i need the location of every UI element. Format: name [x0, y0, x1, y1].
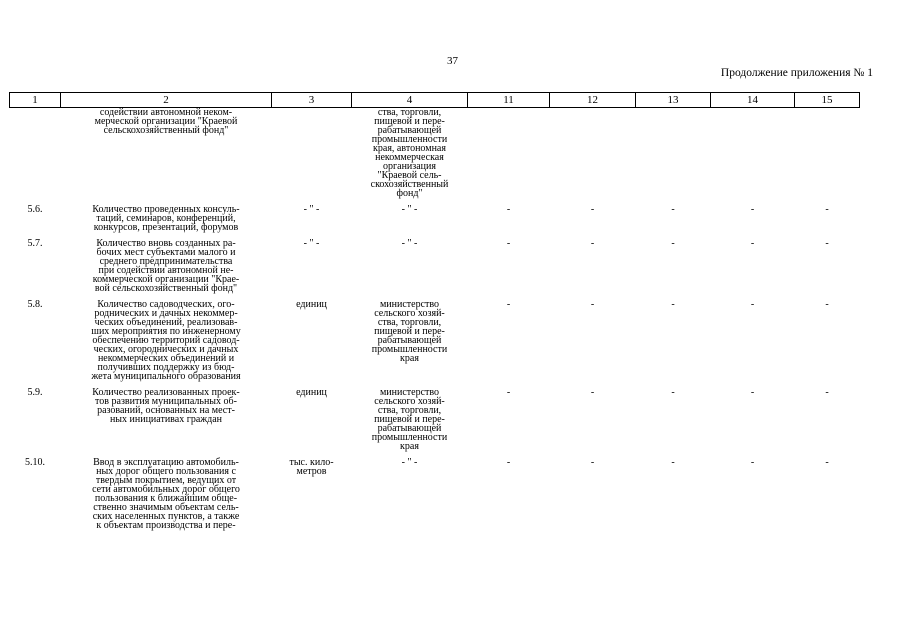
value-cell [795, 108, 860, 206]
column-header: 13 [636, 93, 711, 108]
value-cell [550, 108, 636, 206]
value-cell: - [750, 387, 755, 398]
table-row [10, 108, 860, 206]
table-row [10, 458, 860, 537]
value-cell: - [590, 204, 595, 215]
value-cell [468, 108, 550, 206]
value-cell: - [750, 204, 755, 215]
indicator-name: Количество реализованных проек- тов развития муниципальных об- разований, основанных на мест- ных инициативах граждан [92, 387, 240, 425]
value-cell: - [506, 299, 511, 310]
page-number: 37 [447, 55, 458, 67]
value-cell: - [506, 204, 511, 215]
value-cell [636, 108, 711, 206]
value-cell [711, 108, 795, 206]
unit-cell: - " - [303, 238, 320, 249]
value-cell: - [590, 299, 595, 310]
value-cell: - [671, 204, 675, 215]
value-cell: - [590, 238, 595, 249]
column-header: 15 [795, 93, 860, 108]
value-cell: - [506, 387, 511, 398]
executor-cell: - " - [401, 457, 418, 468]
unit-cell [272, 108, 352, 206]
table-row [10, 239, 860, 300]
executor-cell: - " - [401, 238, 418, 249]
unit-cell: единиц [296, 299, 327, 310]
unit-cell: тыс. кило- метров [289, 457, 334, 477]
table-row [10, 300, 860, 388]
row-number: 5.8. [27, 299, 43, 310]
column-header: 12 [550, 93, 636, 108]
indicators-table [9, 92, 860, 537]
value-cell: - [825, 299, 829, 310]
value-cell: - [506, 238, 511, 249]
value-cell: - [671, 238, 675, 249]
table-row [10, 205, 860, 239]
row-number: 5.9. [27, 387, 43, 398]
column-header: 2 [61, 93, 272, 108]
appendix-caption: Продолжение приложения № 1 [720, 67, 873, 79]
header-row [10, 93, 860, 108]
column-header: 11 [468, 93, 550, 108]
column-header: 14 [711, 93, 795, 108]
executor-cell: министерство сельского хозяй- ства, торговли, пищевой и пере- рабатывающей промышленности края [371, 299, 448, 364]
row-number: 5.10. [25, 457, 45, 468]
value-cell: - [590, 457, 595, 468]
value-cell: - [825, 387, 829, 398]
value-cell: - [825, 238, 829, 249]
indicator-name: Ввод в эксплуатацию автомобиль- ных дорог общего пользования с твердым покрытием, ведущих от сети автомобильных дорог общего пользования к ближайшим обще- ственно значимым объектам сель- ских населенных пунктов, а также к объектам производства и пере- [92, 457, 240, 531]
indicator-name: Количество проведенных консуль- таций, семинаров, конференций, конкурсов, презентаций, форумов [92, 204, 240, 233]
executor-cell: ства, торговли, пищевой и пере- рабатывающей промышленности края, автономная некоммерческая организация "Краевой сель- скохозяйственный фонд" [370, 107, 449, 199]
unit-cell: - " - [303, 204, 320, 215]
value-cell: - [750, 299, 755, 310]
column-header: 4 [352, 93, 468, 108]
indicator-name: Количество садоводческих, ого- роднических и дачных некоммер- ческих объединений, реализовав- ших мероприятия по инженерному обеспечению территорий садовод- ческих, огороднических и дачных некоммерческих объединений и получивших поддержку из бюд- жета муниципального образования [91, 299, 241, 382]
value-cell: - [671, 299, 675, 310]
row-number: 5.7. [27, 238, 43, 249]
value-cell: - [671, 387, 675, 398]
indicator-name: содействии автономной неком- мерческой организации "Краевой сельскохозяйственный фонд" [94, 107, 238, 136]
value-cell: - [750, 457, 755, 468]
unit-cell: единиц [296, 387, 327, 398]
column-header: 1 [10, 93, 61, 108]
table-row [10, 388, 860, 458]
value-cell: - [750, 238, 755, 249]
value-cell: - [825, 204, 829, 215]
value-cell: - [506, 457, 511, 468]
row-number [10, 108, 61, 206]
value-cell: - [671, 457, 675, 468]
value-cell: - [825, 457, 829, 468]
column-header: 3 [272, 93, 352, 108]
row-number: 5.6. [27, 204, 43, 215]
indicator-name: Количество вновь созданных ра- бочих мест субъектами малого и среднего предпринимательства при содействии автономной не- коммерческой организации "Крае- вой сельскохозяйственный фонд" [92, 238, 240, 294]
value-cell: - [590, 387, 595, 398]
executor-cell: министерство сельского хозяй- ства, торговли, пищевой и пере- рабатывающей промышленности края [371, 387, 448, 452]
executor-cell: - " - [401, 204, 418, 215]
